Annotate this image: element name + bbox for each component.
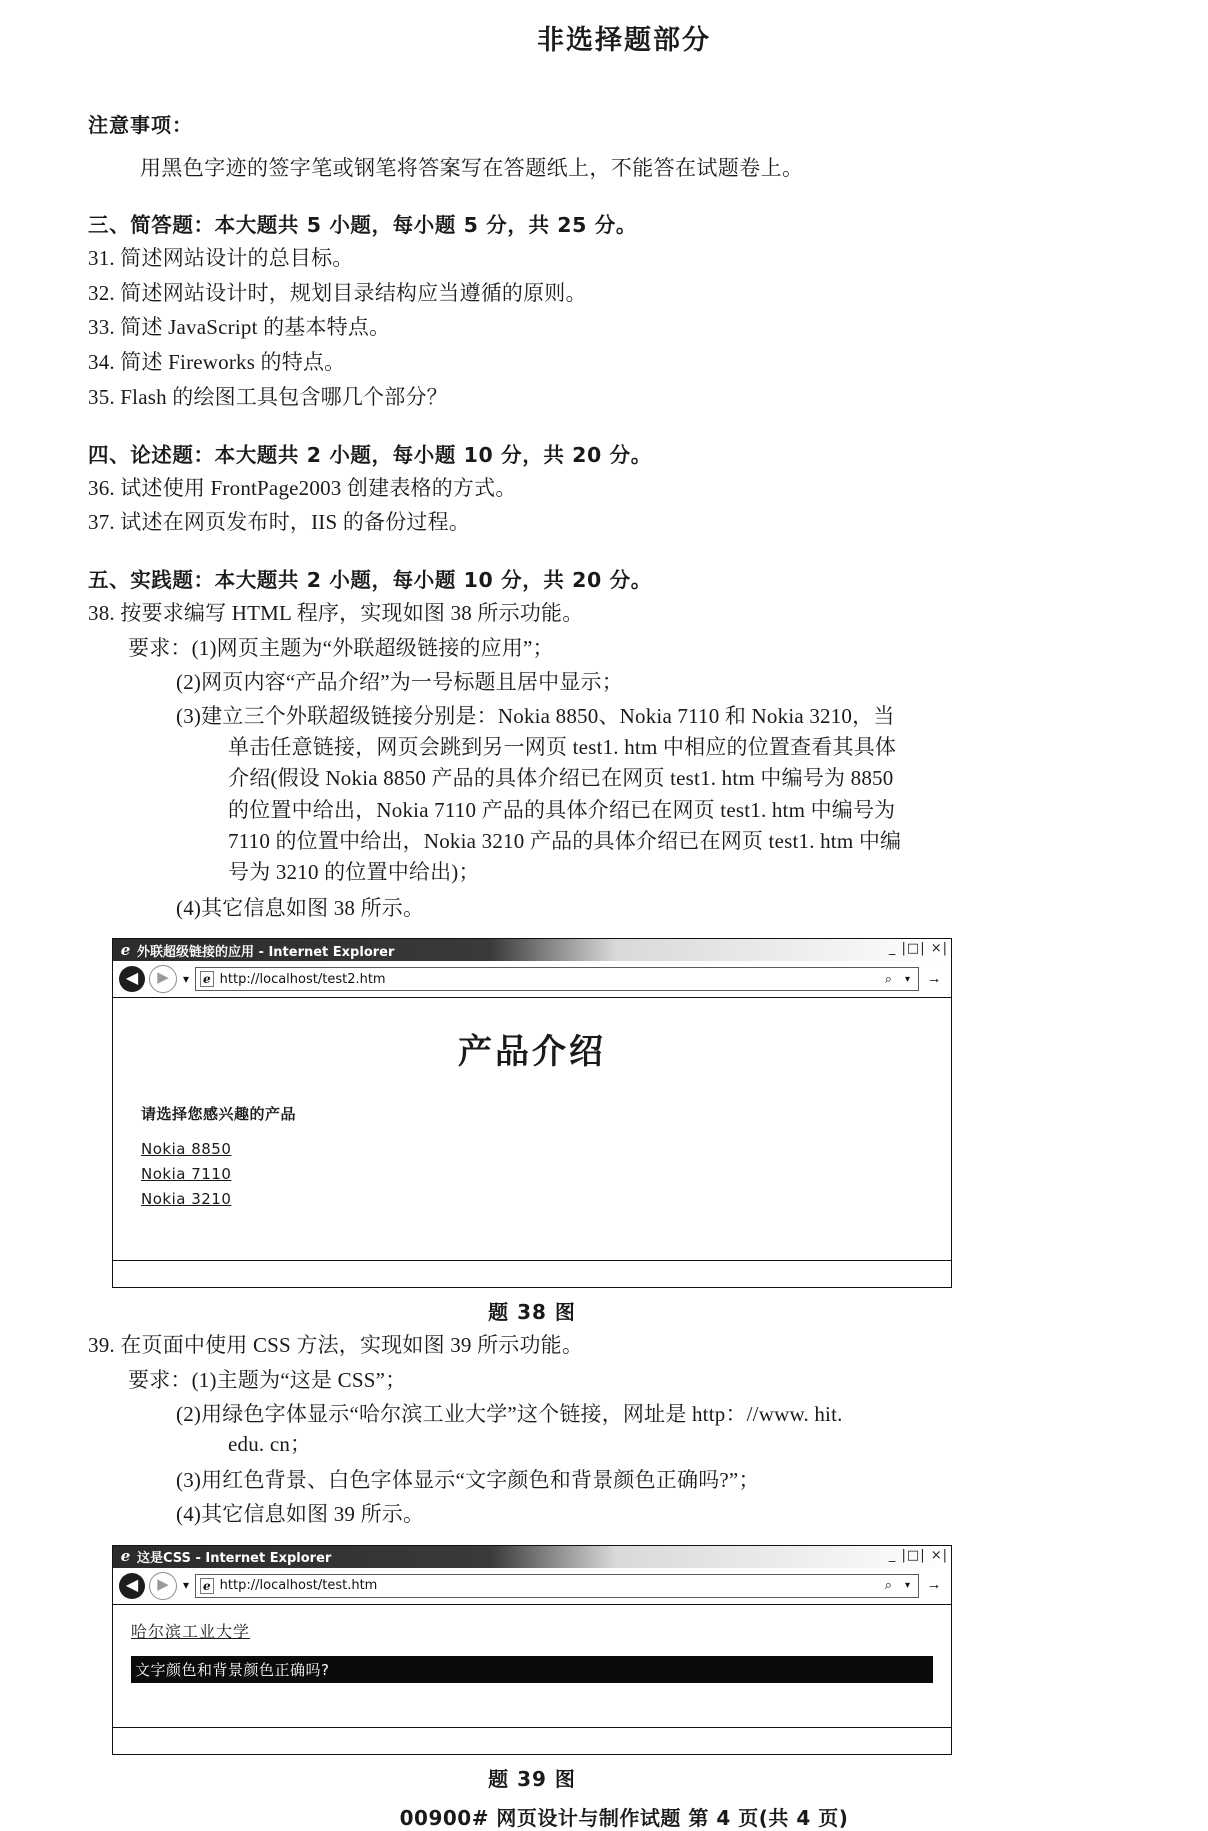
back-icon[interactable]: ◀ xyxy=(119,966,145,992)
section-heading-4: 四、论述题：本大题共 2 小题，每小题 10 分，共 20 分。 xyxy=(88,442,652,467)
internet-explorer-icon: e xyxy=(120,940,131,959)
browser-toolbar-38 xyxy=(113,961,951,998)
search-dropdown-icon[interactable]: ▾ xyxy=(904,1580,910,1592)
page-footer: 00900# 网页设计与制作试题 第 4 页(共 4 页) xyxy=(399,1805,849,1830)
window-controls-39[interactable]: _ |□| ×| xyxy=(888,1547,948,1563)
go-icon[interactable]: → xyxy=(926,970,942,987)
address-url-38: http://localhost/test2.htm xyxy=(219,971,386,987)
question-37: 37. 试述在网页发布时，IIS 的备份过程。 xyxy=(88,510,471,535)
color-test-banner: 文字颜色和背景颜色正确吗? xyxy=(131,1656,933,1683)
link-nokia-8850[interactable]: Nokia 8850 xyxy=(141,1140,232,1159)
address-bar-39[interactable] xyxy=(195,1574,919,1598)
page-icon: e xyxy=(200,1578,214,1594)
browser-toolbar-39 xyxy=(113,1568,951,1605)
question-38-stem: 38. 按要求编写 HTML 程序，实现如图 38 所示功能。 xyxy=(88,601,584,626)
question-33: 33. 简述 JavaScript 的基本特点。 xyxy=(88,315,391,340)
question-38-req-3-cont-3: 的位置中给出，Nokia 7110 产品的具体介绍已在网页 test1. htm 中编号为 xyxy=(228,797,896,822)
figure-39-browser-window xyxy=(112,1545,952,1755)
figure-39-page-content xyxy=(113,1605,951,1727)
question-38-req-3: (3)建立三个外联超级链接分别是：Nokia 8850、Nokia 7110 和 Nokia 3210，当 xyxy=(176,704,895,729)
question-39-stem: 39. 在页面中使用 CSS 方法，实现如图 39 所示功能。 xyxy=(88,1333,584,1358)
exam-page xyxy=(0,18,1208,1830)
address-bar-38[interactable] xyxy=(195,967,919,991)
link-nokia-3210[interactable]: Nokia 3210 xyxy=(141,1190,232,1209)
question-39-req-1: 要求：(1)主题为“这是 CSS”； xyxy=(128,1367,407,1392)
chevron-down-icon[interactable]: ▾ xyxy=(183,1578,190,1593)
product-subtext: 请选择您感兴趣的产品 xyxy=(141,1105,297,1124)
question-38-req-1: 要求：(1)网页主题为“外联超级链接的应用”； xyxy=(128,635,554,660)
link-nokia-7110[interactable]: Nokia 7110 xyxy=(141,1165,232,1184)
notice-heading: 注意事项： xyxy=(88,113,193,137)
question-38-req-2: (2)网页内容“产品介绍”为一号标题且居中显示； xyxy=(176,670,623,695)
search-dropdown-icon[interactable]: ▾ xyxy=(904,973,910,985)
document-body xyxy=(0,109,1208,1792)
browser-titlebar-38 xyxy=(113,939,951,961)
question-36: 36. 试述使用 FrontPage2003 创建表格的方式。 xyxy=(88,475,517,500)
forward-icon[interactable]: ▶ xyxy=(149,1572,177,1600)
question-31: 31. 简述网站设计的总目标。 xyxy=(88,246,354,270)
question-39-req-4: (4)其它信息如图 39 所示。 xyxy=(176,1502,425,1527)
question-34: 34. 简述 Fireworks 的特点。 xyxy=(88,350,346,375)
product-link-list xyxy=(113,1124,951,1208)
question-39-req-2: (2)用绿色字体显示“哈尔滨工业大学”这个链接，网址是 http：//www. hit. xyxy=(176,1402,843,1427)
browser-titlebar-39 xyxy=(113,1546,951,1568)
notice-body: 用黑色字迹的签字笔或钢笔将答案写在答题纸上，不能答在试题卷上。 xyxy=(140,156,804,180)
product-heading: 产品介绍 xyxy=(458,1032,606,1073)
page-icon: e xyxy=(200,971,214,987)
question-38-req-4: (4)其它信息如图 38 所示。 xyxy=(176,895,425,920)
question-39-req-2-cont: edu. cn； xyxy=(228,1432,312,1457)
question-32: 32. 简述网站设计时，规划目录结构应当遵循的原则。 xyxy=(88,280,587,305)
internet-explorer-icon: e xyxy=(120,1547,131,1566)
figure-38-browser-window xyxy=(112,938,952,1288)
question-39-req-3: (3)用红色背景、白色字体显示“文字颜色和背景颜色正确吗?”； xyxy=(176,1467,760,1492)
address-url-39: http://localhost/test.htm xyxy=(219,1578,378,1594)
figure-38-caption: 题 38 图 xyxy=(488,1300,576,1325)
link-hit-university[interactable]: 哈尔滨工业大学 xyxy=(131,1621,251,1641)
search-icon[interactable]: ⌕ xyxy=(884,971,892,987)
figure-39-caption: 题 39 图 xyxy=(488,1766,576,1791)
window-controls-38[interactable]: _ |□| ×| xyxy=(888,941,948,957)
question-38-req-3-cont-4: 7110 的位置中给出，Nokia 3210 产品的具体介绍已在网页 test1. htm 中编 xyxy=(228,828,902,853)
go-icon[interactable]: → xyxy=(926,1577,942,1594)
back-icon[interactable]: ◀ xyxy=(119,1573,145,1599)
browser-title-38: 外联超级链接的应用 - Internet Explorer xyxy=(137,944,395,960)
browser-statusbar-39 xyxy=(113,1727,951,1754)
search-icon[interactable]: ⌕ xyxy=(884,1578,892,1594)
question-38-req-3-cont-2: 介绍(假设 Nokia 8850 产品的具体介绍已在网页 test1. htm 中编号为 8850 xyxy=(228,766,894,791)
browser-statusbar-38 xyxy=(113,1260,951,1287)
question-38-req-3-cont-1: 单击任意链接，网页会跳到另一网页 test1. htm 中相应的位置查看其具体 xyxy=(228,734,897,759)
section-heading-3: 三、简答题：本大题共 5 小题，每小题 5 分，共 25 分。 xyxy=(88,213,637,237)
chevron-down-icon[interactable]: ▾ xyxy=(183,971,190,986)
forward-icon[interactable]: ▶ xyxy=(149,965,177,993)
question-38-req-3-cont-5: 号为 3210 的位置中给出)； xyxy=(228,860,480,885)
section-heading-5: 五、实践题：本大题共 2 小题，每小题 10 分，共 20 分。 xyxy=(88,568,652,593)
figure-38-page-content xyxy=(113,998,951,1260)
question-35: 35. Flash 的绘图工具包含哪几个部分？ xyxy=(88,384,448,409)
page-title: 非选择题部分 xyxy=(537,25,711,56)
browser-title-39: 这是CSS - Internet Explorer xyxy=(137,1551,332,1567)
